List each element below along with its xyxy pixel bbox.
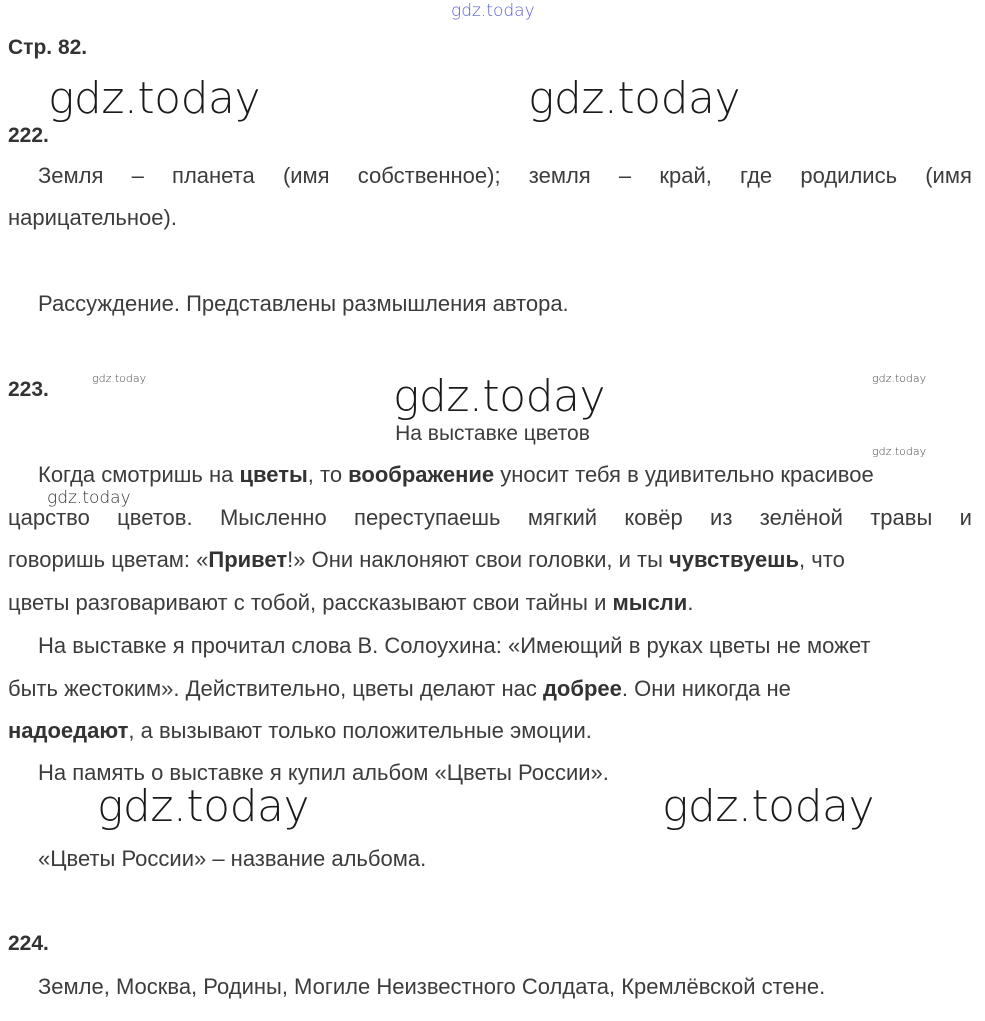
ex223-p1-line-3: говоришь цветам: «Привет!» Они наклоняют свои головки, и ты чувствуешь, что (8, 547, 845, 572)
ex223-p1-line-2: царство цветов. Мысленно переступаешь мягкий ковёр из зелёной травы и (8, 505, 972, 530)
ex223-p2-line-3: надоедают, а вызывают только положительные эмоции. (8, 718, 592, 743)
watermark-medium: gdz.today (47, 488, 131, 508)
watermark-small: gdz.today (872, 372, 927, 385)
ex223-title: На выставке цветов (395, 422, 590, 445)
ex222-line-2: нарицательное). (8, 205, 177, 230)
ex223-p2-line-2: быть жестоким». Действительно, цветы делают нас добрее. Они никогда не (8, 676, 791, 701)
watermark-small: gdz.today (872, 445, 927, 458)
page-label: Стр. 82. (8, 36, 88, 59)
ex223-note: «Цветы России» – название альбома. (38, 846, 427, 871)
ex223-p1-line-4: цветы разговаривают с тобой, рассказывают свои тайны и мысли. (8, 590, 694, 615)
watermark-large: gdz.today (393, 371, 606, 422)
ex223-p3: На память о выставке я купил альбом «Цветы России». (38, 760, 609, 785)
watermark-large: gdz.today (97, 781, 310, 832)
ex224-answer: Земле, Москва, Родины, Могиле Неизвестного Солдата, Кремлёвской стене. (38, 974, 826, 999)
exercise-number-223: 223. (8, 378, 49, 401)
watermark-small: gdz.today (92, 372, 147, 385)
watermark-large: gdz.today (662, 781, 875, 832)
ex223-p2-line-1: На выставке я прочитал слова В. Солоухина: «Имеющий в руках цветы не может (38, 633, 871, 658)
exercise-number-224: 224. (8, 932, 49, 955)
watermark-top: gdz.today (451, 1, 535, 21)
watermark-large: gdz.today (528, 73, 741, 124)
exercise-number-222: 222. (8, 124, 49, 147)
watermark-large: gdz.today (48, 73, 261, 124)
ex223-p1-line-1: Когда смотришь на цветы, то воображение уносит тебя в удивительно красивое (38, 462, 874, 487)
ex222-line-1: Земля – планета (имя собственное); земля – край, где родились (имя (38, 163, 972, 188)
ex222-line-3: Рассуждение. Представлены размышления автора. (38, 291, 569, 316)
